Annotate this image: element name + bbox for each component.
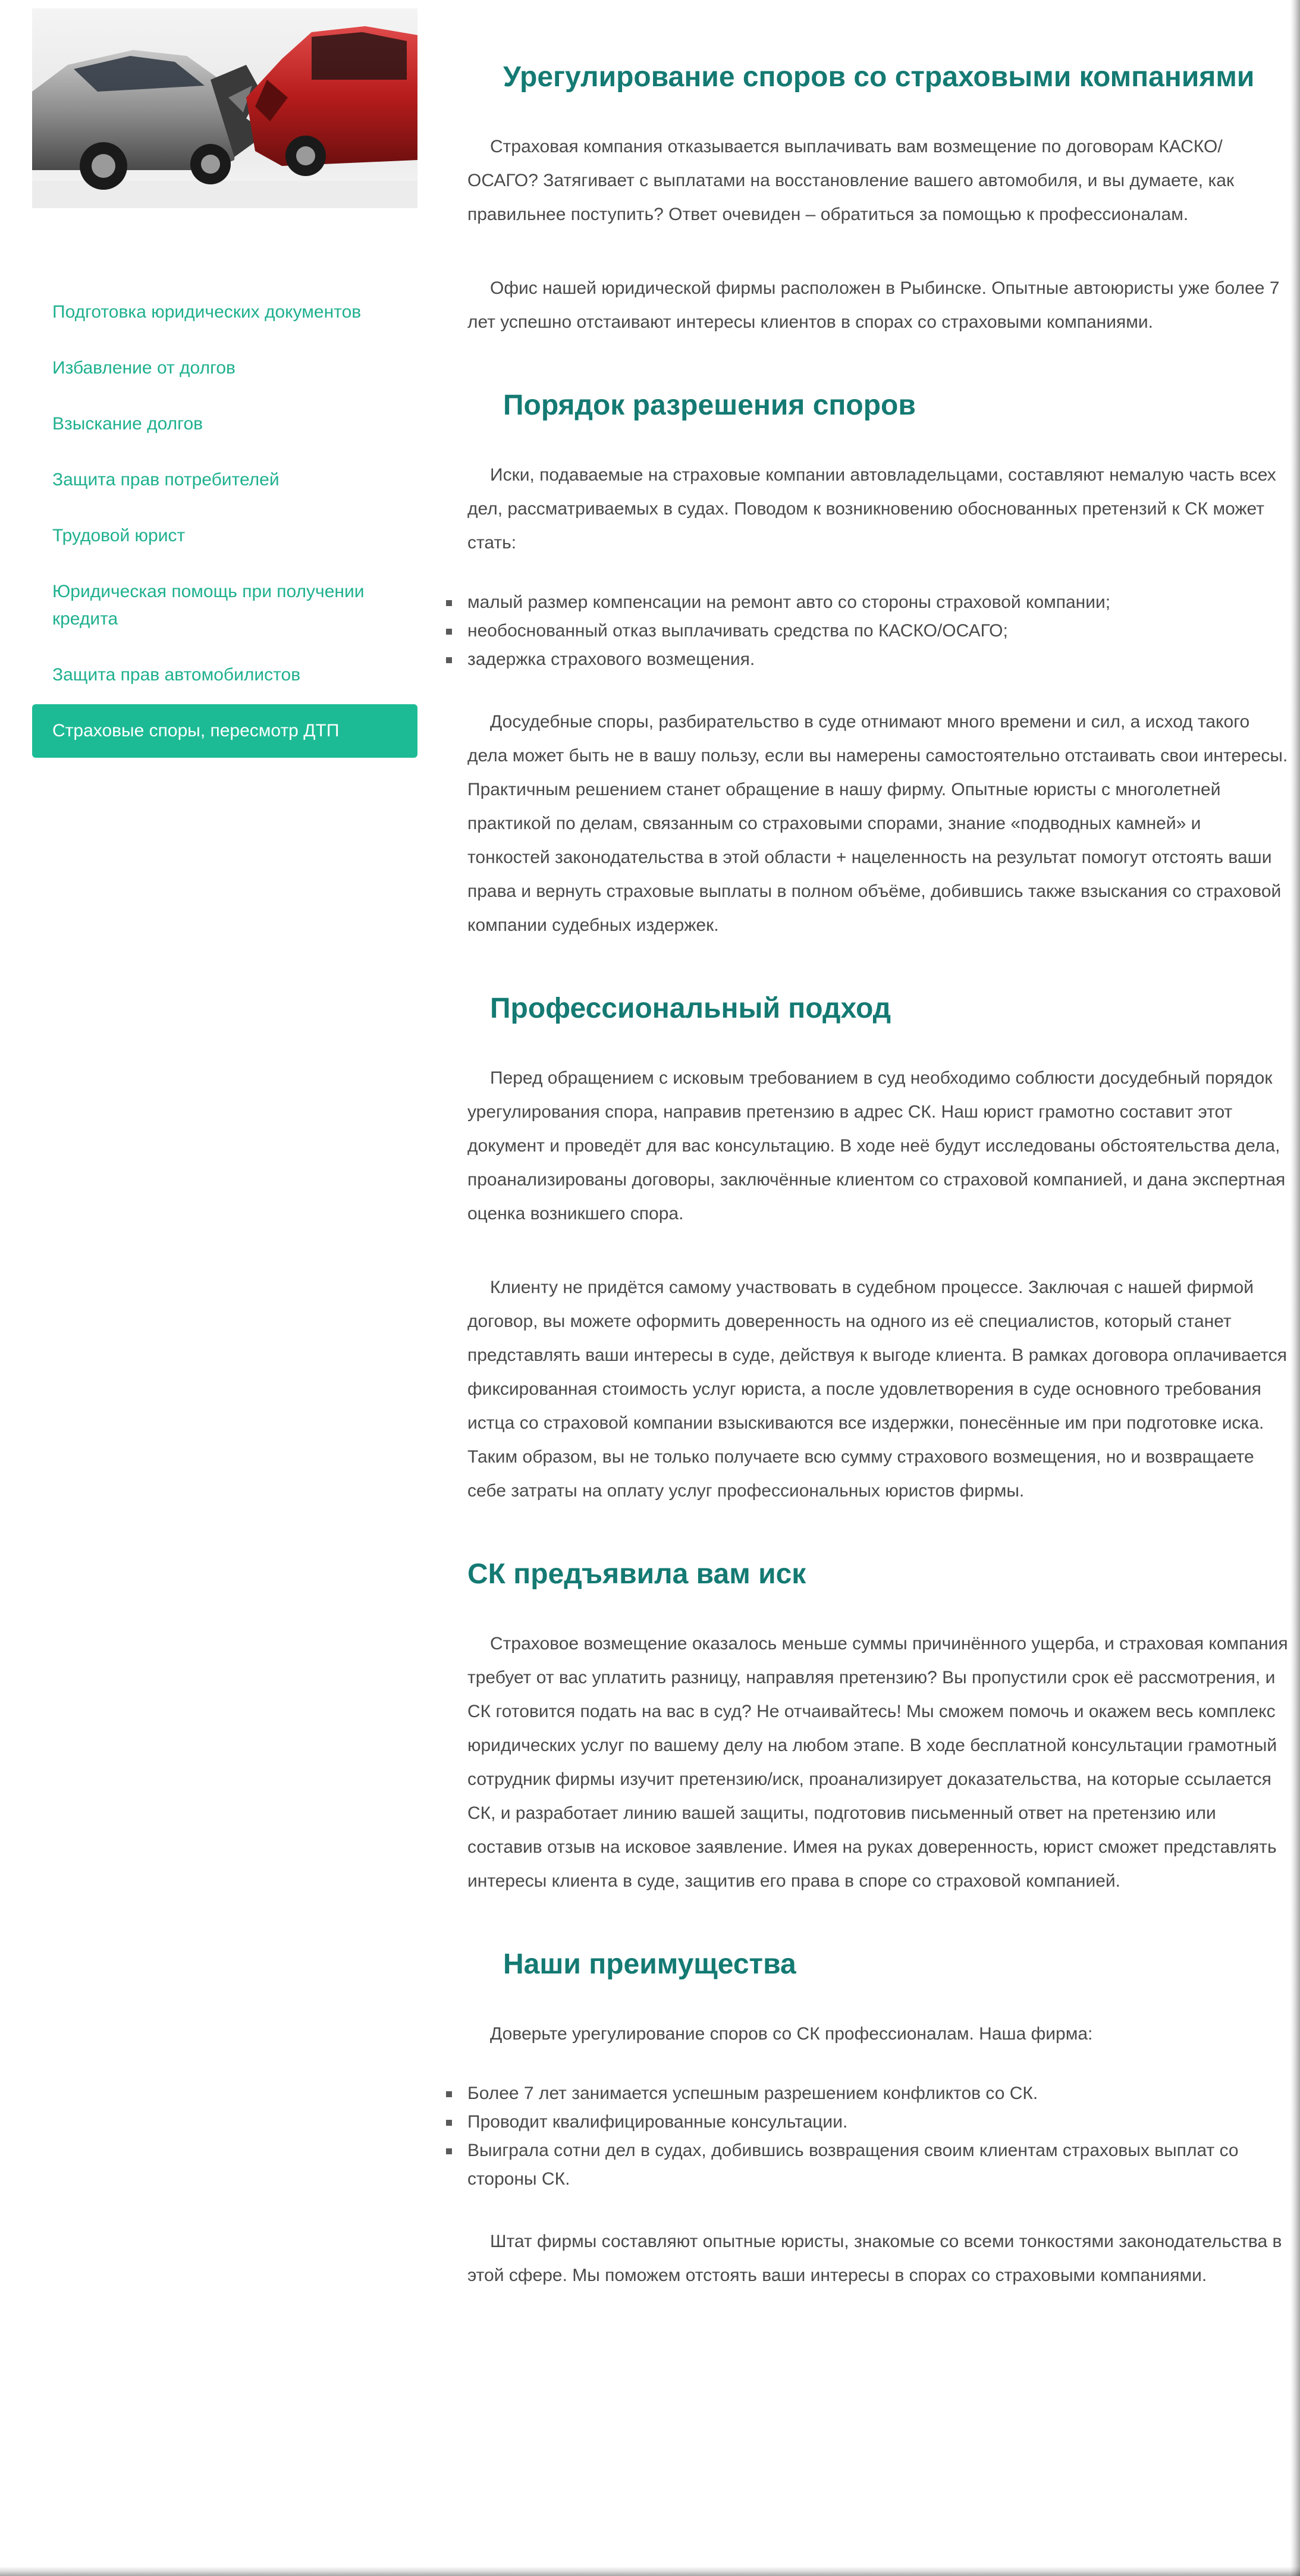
sidebar-item-debt-relief[interactable]: Избавление от долгов <box>52 358 235 378</box>
approach-paragraph: Перед обращением с исковым требованием в суд необходимо соблюсти досудебный порядок урегулирования спора, направив претензию в адрес СК. Наш юрист грамотно составит этот документ и проведёт для вас консультацию. В ходе неё будут исследованы обстоятельства дела, проанализированы договоры, заключённые клиентом со страховой компанией, и дана экспертная оценка возникшего спора. <box>467 1068 1286 1223</box>
claims-list <box>467 588 1288 674</box>
page-shadow <box>0 2566 1300 2576</box>
sidebar-item-motorist-rights[interactable]: Защита прав автомобилистов <box>52 665 301 685</box>
section-heading-professional-approach: Профессиональный подход <box>490 993 891 1024</box>
sidebar-item-labor-lawyer[interactable]: Трудовой юрист <box>52 526 186 545</box>
section-heading-dispute-procedure: Порядок разрешения споров <box>503 390 916 421</box>
car-crash-illustration <box>32 8 417 208</box>
bullet-icon <box>446 2091 452 2097</box>
sidebar-item-consumer-rights[interactable]: Защита прав потребителей <box>52 470 280 490</box>
sidebar-item-debt-collection[interactable]: Взыскание долгов <box>52 414 203 434</box>
office-paragraph: Офис нашей юридической фирмы расположен в Рыбинске. Опытные автоюристы уже более 7 лет успешно отстаивают интересы клиентов в спорах со страховыми компаниями. <box>467 278 1280 332</box>
claims-paragraph: Иски, подаваемые на страховые компании автовладельцами, составляют немалую часть всех дел, рассматриваемых в судах. Поводом к возникновению обоснованных претензий к СК может стать: <box>467 465 1276 553</box>
car-crash-photo <box>32 8 417 208</box>
advantages-intro: Доверьте урегулирование споров со СК профессионалам. Наша фирма: <box>490 2024 1093 2044</box>
bullet-icon <box>446 2148 452 2154</box>
sidebar-item-insurance-disputes[interactable]: Страховые споры, пересмотр ДТП <box>32 704 417 758</box>
representation-paragraph: Клиенту не придётся самому участвовать в судебном процессе. Заключая с нашей фирмой договор, вы можете оформить доверенность на одного из её специалистов, который станет представлять ваши интересы в суде, действуя к выгоде клиента. В рамках договора оплачивается фиксированная стоимость услуг юриста, а после удовлетворения в суде основного требования истца со страховой компании взыскиваются все издержки, понесённые им при подготовке иска. Таким образом, вы не только получаете всю сумму страхового возмещения, но и возвращаете себе затраты на оплату услуг профессиональных юристов фирмы. <box>467 1278 1288 1501</box>
bullet-icon <box>446 600 452 606</box>
list-item: задержка страхового возмещения. <box>467 645 1288 674</box>
intro-paragraph: Страховая компания отказывается выплачивать вам возмещение по договорам КАСКО/ОСАГО? Затягивает с выплатами на восстановление вашего автомобиля, и вы думаете, как правильнее поступить? Ответ очевиден – обратиться за помощью к профессионалам. <box>467 137 1235 224</box>
page-shadow <box>1290 0 1300 2576</box>
pretrial-paragraph: Досудебные споры, разбирательство в суде отнимают много времени и сил, а исход такого дела может быть не в вашу пользу, если вы намерены самостоятельно отстаивать свои интересы. Практичным решением станет обращение в нашу фирму. Опытные юристы с многолетней практикой по делам, связанным со страховыми спорами, знание «подводных камней» и тонкостей законодательства в этой области + нацеленность на результат помогут отстоять ваши права и вернуть страховые выплаты в полном объёме, добившись также взыскания со страховой компании судебных издержек. <box>467 712 1288 935</box>
page-title: Урегулирование споров со страховыми компаниями <box>503 61 1255 93</box>
advantages-list <box>467 2079 1288 2194</box>
list-item: Проводит квалифицированные консультации. <box>467 2108 1288 2136</box>
bullet-icon <box>446 657 452 663</box>
staff-paragraph: Штат фирмы составляют опытные юристы, знакомые со всеми тонкостями законодательства в этой сфере. Мы поможем отстоять ваши интересы в спорах со страховыми компаниями. <box>467 2232 1282 2285</box>
section-heading-advantages: Наши преимущества <box>503 1949 796 1980</box>
bullet-icon <box>446 629 452 635</box>
sidebar-item-legal-documents[interactable]: Подготовка юридических документов <box>52 302 362 322</box>
lawsuit-paragraph: Страховое возмещение оказалось меньше суммы причинённого ущерба, и страховая компания требует от вас уплатить разницу, направляя претензию? Вы пропустили срок её рассмотрения, и СК готовится подать на вас в суд? Не отчаивайтесь! Мы сможем помочь и окажем весь комплекс юридических услуг по вашему делу на любом этапе. В ходе бесплатной консультации грамотный сотрудник фирмы изучит претензию/иск, проанализирует доказательства, на которые ссылается СК, и разработает линию вашей защиты, подготовив письменный ответ на претензию или составив отзыв на исковое заявление. Имея на руках доверенность, юрист сможет представлять интересы клиента в суде, защитив его права в споре со страховой компанией. <box>467 1634 1288 1891</box>
bullet-icon <box>446 2120 452 2126</box>
section-heading-lawsuit: СК предъявила вам иск <box>467 1558 806 1590</box>
sidebar-item-credit-help[interactable]: Юридическая помощь при получении кредита <box>52 582 365 629</box>
list-item: необоснованный отказ выплачивать средства по КАСКО/ОСАГО; <box>467 617 1288 645</box>
list-item: Более 7 лет занимается успешным разрешением конфликтов со СК. <box>467 2079 1288 2108</box>
list-item: малый размер компенсации на ремонт авто со стороны страховой компании; <box>467 588 1288 617</box>
list-item: Выиграла сотни дел в судах, добившись возвращения своим клиентам страховых выплат со стороны СК. <box>467 2136 1288 2194</box>
sidebar <box>32 8 417 760</box>
sidebar-nav <box>32 285 417 758</box>
main-content <box>467 59 1288 2292</box>
